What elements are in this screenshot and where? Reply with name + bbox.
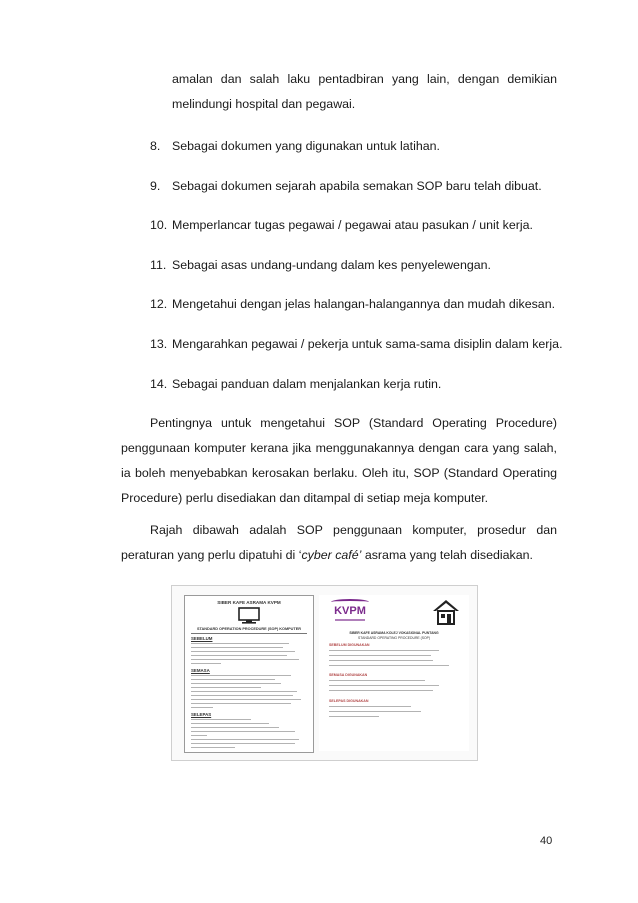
monitor-icon — [237, 607, 261, 625]
kvpm-logo-text: KVPM — [334, 605, 366, 617]
text-line — [329, 711, 421, 712]
divider — [191, 633, 307, 634]
text-line — [329, 660, 433, 661]
poster-header: SIBER KAFE ASRAMA KOLEJ VOKASIONAL PUNTANG — [349, 631, 439, 635]
kvpm-logo — [331, 599, 369, 627]
continuation-line-2: melindungi hospital dan pegawai. — [172, 97, 356, 111]
text-line — [191, 703, 291, 704]
poster-section-heading: SEBELUM — [191, 636, 213, 641]
list-item-text: Sebagai panduan dalam menjalankan kerja rutin. — [172, 377, 442, 391]
sop-poster-left — [184, 595, 314, 753]
poster-section-heading: SEMASA DIGUNAKAN — [329, 673, 368, 677]
text-line — [191, 719, 251, 720]
text-line — [191, 723, 269, 724]
poster-subheader: STANDARD OPERATING PROCEDURE (SOP) — [357, 636, 431, 640]
list-item-number: 8. — [150, 139, 161, 153]
continuation-line-1: amalan dan salah laku pentadbiran yang lain, dengan demikian — [172, 72, 557, 86]
poster-section-heading: SEMASA — [191, 668, 210, 673]
emphasis-cyber-cafe: cyber café’ — [301, 548, 362, 562]
text-line — [191, 691, 297, 692]
list-item — [150, 376, 560, 392]
text-line — [191, 651, 295, 652]
text-line — [329, 716, 379, 717]
poster-section-heading: SELEPAS DIGUNAKAN — [329, 699, 369, 703]
paragraph-text: Rajah dibawah adalah SOP penggunaan komputer, prosedur dan peraturan yang perlu dipatuhi di ‘cyber café’ asrama yang telah disediakan. — [121, 523, 557, 562]
text-line — [191, 739, 299, 740]
text-line — [191, 727, 279, 728]
text-line — [191, 683, 281, 684]
text-line — [191, 747, 235, 748]
text-line — [191, 687, 261, 688]
list-item — [150, 138, 560, 154]
list-item-text: Mengetahui dengan jelas halangan-halangannya dan mudah dikesan. — [172, 297, 556, 311]
text-line — [191, 731, 295, 732]
text-line — [191, 707, 213, 708]
text-line — [329, 706, 411, 707]
house-icon — [431, 597, 461, 627]
continuation-text — [172, 67, 557, 117]
text-line — [191, 699, 301, 700]
list-item-number: 12. — [150, 297, 168, 311]
list-item — [150, 178, 560, 194]
text-line — [329, 655, 431, 656]
list-item-number: 11. — [150, 258, 167, 272]
text-line — [329, 665, 449, 666]
poster-title: SIBER KAFE ASRAMA KVPM — [217, 600, 281, 605]
text-line — [191, 735, 207, 736]
poster-section-heading: SELEPAS — [191, 712, 212, 717]
text-line — [191, 643, 289, 644]
text-line — [191, 659, 299, 660]
list-item-text: Sebagai dokumen yang digunakan untuk latihan. — [172, 139, 440, 153]
text-line — [191, 743, 295, 744]
list-item-number: 14. — [150, 377, 168, 391]
list-item-text: Mengarahkan pegawai / pekerja untuk sama-sama disiplin dalam kerja. — [172, 337, 563, 351]
text-line — [329, 690, 433, 691]
paragraph-sop-importance — [121, 411, 557, 511]
list-item — [150, 217, 560, 233]
poster-section-heading: SEBELUM DIGUNAKAN — [329, 643, 370, 647]
sop-poster-figure — [171, 585, 478, 761]
list-item-number: 10. — [150, 218, 168, 232]
list-item-number: 9. — [150, 179, 161, 193]
text-line — [191, 675, 291, 676]
paragraph-text: Pentingnya untuk mengetahui SOP (Standard Operating Procedure) penggunaan komputer kerana jika menggunakannya dengan cara yang salah, ia boleh menyebabkan kerosakan berlaku. Oleh itu, SOP (Standard Operating Procedure) perlu disediakan dan ditampal di setiap meja komputer. — [121, 416, 557, 505]
text-line — [191, 655, 287, 656]
page-number: 40 — [540, 835, 553, 847]
text-line — [329, 680, 425, 681]
text-line — [329, 685, 439, 686]
list-item — [150, 296, 560, 312]
paragraph-figure-intro — [121, 518, 557, 568]
text-line — [191, 647, 283, 648]
list-item — [150, 257, 560, 273]
list-item — [150, 336, 563, 352]
list-item-text: Memperlancar tugas pegawai / pegawai atau pasukan / unit kerja. — [172, 218, 533, 232]
text-line — [329, 650, 439, 651]
text-line — [191, 679, 275, 680]
sop-poster-right — [319, 595, 469, 751]
list-item-text: Sebagai asas undang-undang dalam kes penyelewengan. — [172, 258, 491, 272]
poster-subtitle: STANDARD OPERATION PROCEDURE (SOP) KOMPUTER — [196, 627, 302, 631]
text-line — [191, 695, 293, 696]
list-item-number: 13. — [150, 337, 168, 351]
list-item-text: Sebagai dokumen sejarah apabila semakan SOP baru telah dibuat. — [172, 179, 542, 193]
text-line — [191, 663, 221, 664]
